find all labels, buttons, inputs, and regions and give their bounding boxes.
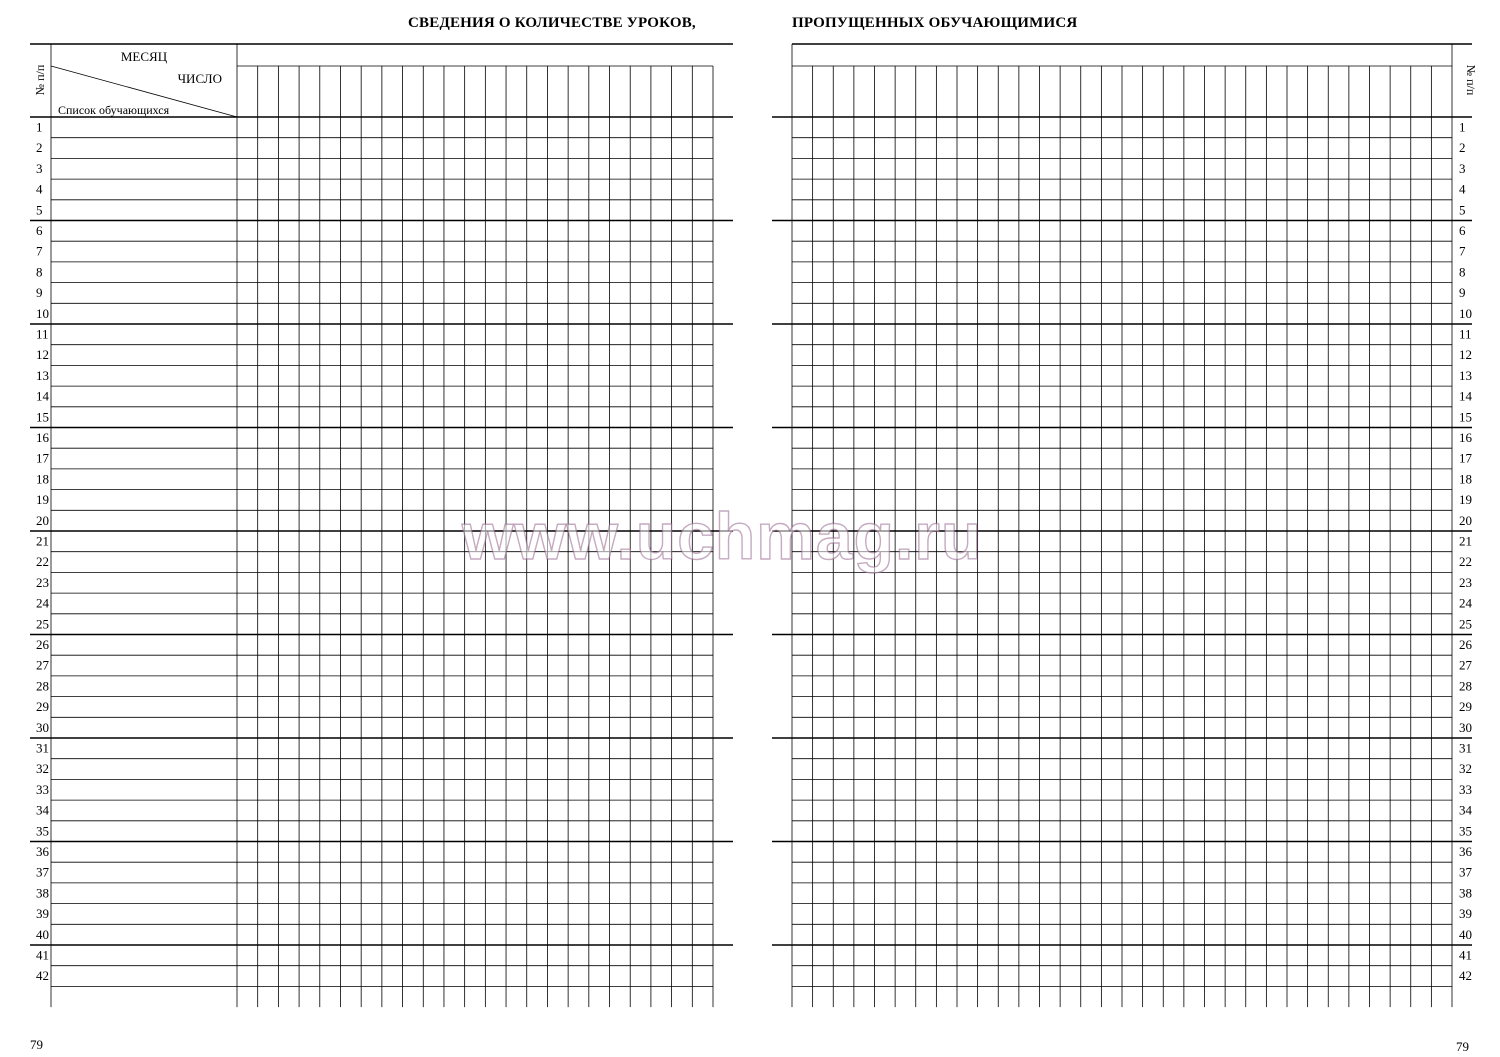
- row-number-left: 14: [36, 388, 49, 404]
- row-number-right: 27: [1459, 657, 1472, 673]
- row-number-left: 9: [36, 285, 43, 301]
- row-number-right: 20: [1459, 512, 1472, 528]
- row-number-right: 3: [1459, 160, 1466, 176]
- row-number-right: 16: [1459, 430, 1472, 445]
- row-number-left: 35: [36, 823, 49, 839]
- row-number-right: 1: [1459, 119, 1466, 135]
- row-number-right: 40: [1459, 926, 1472, 942]
- row-number-left: 29: [36, 699, 49, 715]
- row-number-right: 11: [1459, 326, 1472, 342]
- row-number-right: 36: [1459, 844, 1472, 859]
- row-number-right: 35: [1459, 823, 1472, 839]
- row-number-left: 30: [36, 719, 49, 735]
- row-number-left: 1: [36, 119, 43, 135]
- row-number-label-left: № п/п: [33, 64, 47, 96]
- row-number-right: 38: [1459, 885, 1472, 901]
- row-number-left: 41: [36, 947, 49, 963]
- page-number-left: 79: [30, 1037, 43, 1052]
- row-number-right: 32: [1459, 761, 1472, 777]
- row-number-left: 42: [36, 968, 49, 984]
- row-number-left: 23: [36, 574, 49, 590]
- row-number-left: 24: [36, 595, 49, 611]
- row-number-right: 24: [1459, 595, 1472, 611]
- row-number-left: 2: [36, 140, 43, 156]
- row-number-left: 16: [36, 430, 49, 445]
- row-number-left: 13: [36, 367, 49, 383]
- row-number-right: 42: [1459, 968, 1472, 984]
- row-number-left: 28: [36, 678, 49, 694]
- row-number-left: 31: [36, 740, 49, 756]
- row-number-left: 34: [36, 802, 49, 818]
- row-number-left: 37: [36, 864, 49, 880]
- row-number-left: 25: [36, 616, 49, 632]
- row-number-left: 5: [36, 202, 43, 218]
- row-number-right: 15: [1459, 409, 1472, 425]
- row-number-left: 27: [36, 657, 49, 673]
- row-number-right: 21: [1459, 533, 1472, 549]
- row-number-left: 19: [36, 492, 49, 508]
- row-number-left: 15: [36, 409, 49, 425]
- row-number-right: 26: [1459, 637, 1472, 652]
- row-number-right: 12: [1459, 347, 1472, 363]
- row-number-left: 11: [36, 326, 49, 342]
- row-number-right: 4: [1459, 181, 1466, 197]
- row-number-right: 14: [1459, 388, 1472, 404]
- row-number-left: 17: [36, 450, 49, 466]
- title-left: СВЕДЕНИЯ О КОЛИЧЕСТВЕ УРОКОВ,: [408, 15, 696, 31]
- row-number-left: 26: [36, 637, 49, 652]
- row-number-left: 4: [36, 181, 43, 197]
- row-number-right: 19: [1459, 492, 1472, 508]
- row-number-right: 2: [1459, 140, 1466, 156]
- row-number-right: 22: [1459, 554, 1472, 570]
- row-number-left: 22: [36, 554, 49, 570]
- row-number-left: 6: [36, 223, 43, 238]
- watermark: www.uchmag.ru: [462, 499, 983, 573]
- row-number-right: 6: [1459, 223, 1466, 238]
- row-number-right: 30: [1459, 719, 1472, 735]
- row-number-left: 38: [36, 885, 49, 901]
- row-number-left: 12: [36, 347, 49, 363]
- row-number-label-right: № п/п: [1464, 64, 1478, 96]
- row-number-left: 32: [36, 761, 49, 777]
- row-number-right: 9: [1459, 285, 1466, 301]
- row-number-right: 8: [1459, 264, 1466, 280]
- row-number-right: 37: [1459, 864, 1472, 880]
- student-list-label: Список обучающихся: [58, 103, 170, 117]
- row-number-left: 7: [36, 243, 43, 259]
- page-number-right: 79: [1456, 1039, 1469, 1054]
- row-number-left: 36: [36, 844, 49, 859]
- title-right: ПРОПУЩЕННЫХ ОБУЧАЮЩИМИСЯ: [792, 15, 1078, 31]
- row-number-right: 17: [1459, 450, 1472, 466]
- row-number-left: 18: [36, 471, 49, 487]
- row-number-right: 13: [1459, 367, 1472, 383]
- row-number-right: 10: [1459, 305, 1472, 321]
- row-number-left: 40: [36, 926, 49, 942]
- row-number-left: 33: [36, 781, 49, 797]
- row-number-right: 33: [1459, 781, 1472, 797]
- day-label: ЧИСЛО: [177, 71, 222, 86]
- row-number-left: 20: [36, 512, 49, 528]
- row-number-right: 34: [1459, 802, 1472, 818]
- row-number-right: 39: [1459, 906, 1472, 922]
- row-number-right: 7: [1459, 243, 1466, 259]
- row-number-left: 3: [36, 160, 43, 176]
- month-label: МЕСЯЦ: [120, 49, 168, 64]
- row-number-left: 8: [36, 264, 43, 280]
- row-number-right: 28: [1459, 678, 1472, 694]
- row-number-right: 25: [1459, 616, 1472, 632]
- row-number-left: 39: [36, 906, 49, 922]
- row-number-right: 29: [1459, 699, 1472, 715]
- row-number-right: 18: [1459, 471, 1472, 487]
- row-number-right: 23: [1459, 574, 1472, 590]
- row-number-right: 31: [1459, 740, 1472, 756]
- row-number-right: 41: [1459, 947, 1472, 963]
- row-number-left: 10: [36, 305, 49, 321]
- row-number-left: 21: [36, 533, 49, 549]
- row-number-right: 5: [1459, 202, 1466, 218]
